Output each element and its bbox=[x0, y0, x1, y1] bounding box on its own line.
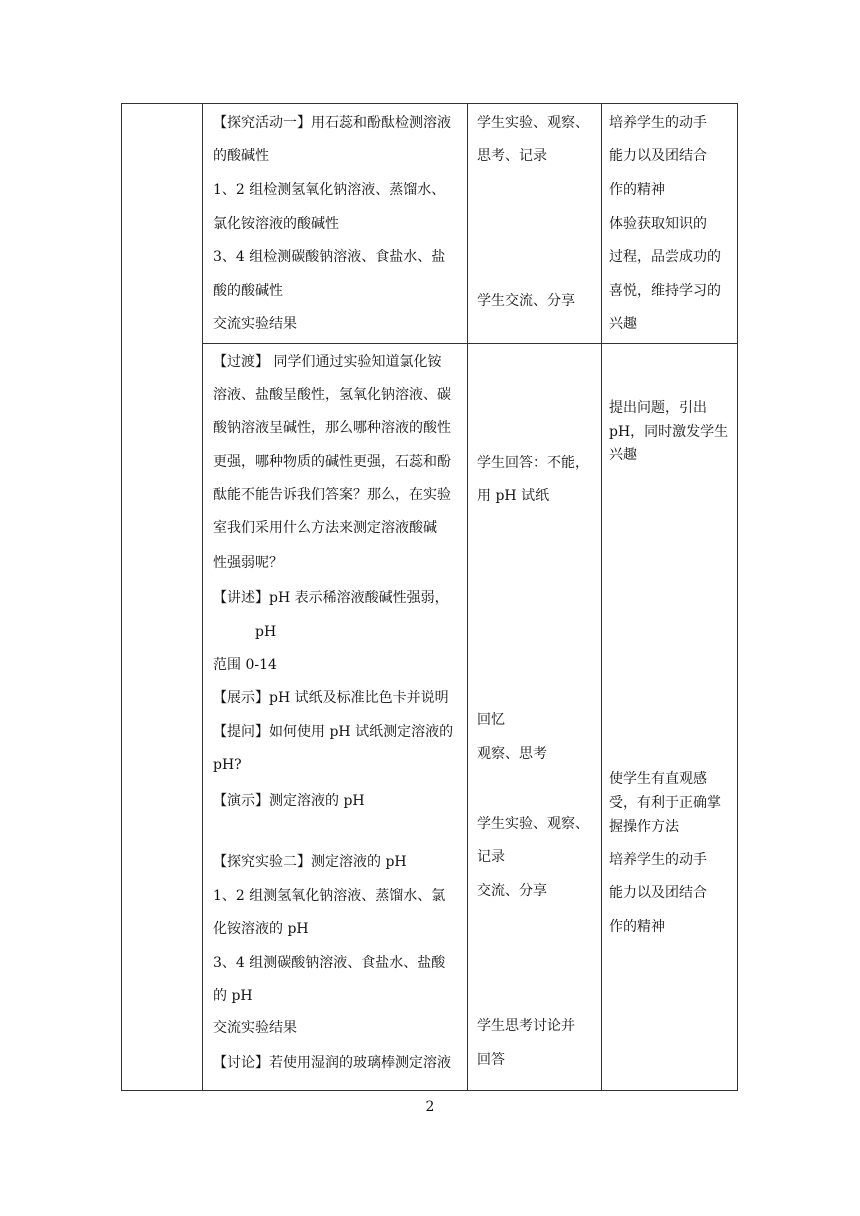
text-line: 握操作方法 bbox=[609, 819, 679, 835]
text-line: 作的精神 bbox=[609, 182, 665, 198]
text-line: 记录 bbox=[477, 849, 505, 865]
text-line: 3、4 组测碳酸钠溶液、食盐水、盐酸 bbox=[213, 955, 446, 971]
text-line: 学生实验、观察、 bbox=[477, 816, 589, 832]
text-line: 学生实验、观察、 bbox=[477, 115, 589, 131]
text-line: 回忆 bbox=[477, 712, 505, 728]
text-line: 兴趣 bbox=[609, 447, 637, 463]
row2-student-cell bbox=[477, 343, 599, 1090]
lesson-plan-table bbox=[121, 103, 738, 1091]
text-line: 学生思考讨论并 bbox=[477, 1018, 575, 1034]
text-line: 体验获取知识的 bbox=[609, 216, 707, 232]
text-line: 【探究实验二】测定溶液的 pH bbox=[213, 854, 407, 870]
text-line: 培养学生的动手 bbox=[609, 852, 707, 868]
text-line: 范围 0-14 bbox=[213, 657, 277, 673]
row1-student-cell bbox=[477, 103, 599, 343]
text-line: pH? bbox=[213, 757, 242, 773]
text-line: 回答 bbox=[477, 1052, 505, 1068]
text-line: 【展示】pH 试纸及标准比色卡并说明 bbox=[213, 690, 449, 706]
text-line: pH，同时激发学生 bbox=[609, 424, 729, 440]
text-line: 使学生有直观感 bbox=[609, 771, 707, 787]
text-line: 性强弱呢？ bbox=[213, 555, 283, 571]
text-line: 提出问题，引出 bbox=[609, 400, 707, 416]
text-line: 【讲述】pH 表示稀溶液酸碱性强弱， bbox=[213, 590, 449, 606]
text-line: 能力以及团结合 bbox=[609, 148, 707, 164]
text-line: 过程，品尝成功的 bbox=[609, 249, 721, 265]
text-line: 学生交流、分享 bbox=[477, 293, 575, 309]
text-line: 【提问】如何使用 pH 试纸测定溶液的 bbox=[213, 724, 454, 740]
text-line: 化铵溶液的 pH bbox=[213, 921, 309, 937]
text-line: 室我们采用什么方法来测定溶液酸碱 bbox=[213, 520, 437, 536]
text-line: 交流实验结果 bbox=[213, 316, 297, 332]
text-line: 【过渡】 同学们通过实验知道氯化铵 bbox=[213, 354, 442, 370]
text-line: 作的精神 bbox=[609, 919, 665, 935]
text-line: 【演示】测定溶液的 pH bbox=[213, 793, 365, 809]
text-line: 喜悦，维持学习的 bbox=[609, 283, 721, 299]
text-line: 交流、分享 bbox=[477, 883, 547, 899]
text-line: 的 pH bbox=[213, 988, 253, 1004]
text-line: 酸的酸碱性 bbox=[213, 283, 283, 299]
text-line: 【探究活动一】用石蕊和酚酞检测溶液 bbox=[213, 115, 451, 131]
text-line: 学生回答：不能， bbox=[477, 455, 589, 471]
row2-content-cell bbox=[213, 343, 463, 1090]
text-line: 酞能不能告诉我们答案？那么，在实验 bbox=[213, 487, 451, 503]
text-line: 1、2 组测氢氧化钠溶液、蒸馏水、氯 bbox=[213, 888, 446, 904]
text-line: 更强，哪种物质的碱性更强，石蕊和酚 bbox=[213, 454, 451, 470]
text-line: 酸钠溶液呈碱性，那么哪种溶液的酸性 bbox=[213, 420, 451, 436]
page-number: 2 bbox=[425, 1099, 435, 1115]
text-line: 交流实验结果 bbox=[213, 1020, 297, 1036]
text-line: 思考、记录 bbox=[477, 148, 547, 164]
text-line: 【讨论】若使用湿润的玻璃棒测定溶液 bbox=[213, 1055, 451, 1071]
row1-content-cell bbox=[213, 103, 463, 343]
text-line: 培养学生的动手 bbox=[609, 115, 707, 131]
text-line: 兴趣 bbox=[609, 316, 637, 332]
text-line: 氯化铵溶液的酸碱性 bbox=[213, 216, 339, 232]
row2-intent-cell bbox=[609, 343, 730, 1090]
text-line: 能力以及团结合 bbox=[609, 885, 707, 901]
text-line: pH bbox=[255, 624, 277, 640]
text-line: 3、4 组检测碳酸钠溶液、食盐水、盐 bbox=[213, 249, 446, 265]
text-line: 观察、思考 bbox=[477, 746, 547, 762]
text-line: 1、2 组检测氢氧化钠溶液、蒸馏水、 bbox=[213, 182, 446, 198]
row1-intent-cell bbox=[609, 103, 730, 343]
text-line: 用 pH 试纸 bbox=[477, 488, 550, 504]
text-line: 溶液、盐酸呈酸性，氢氧化钠溶液、碳 bbox=[213, 387, 451, 403]
text-line: 的酸碱性 bbox=[213, 148, 269, 164]
text-line: 受，有利于正确掌 bbox=[609, 795, 721, 811]
